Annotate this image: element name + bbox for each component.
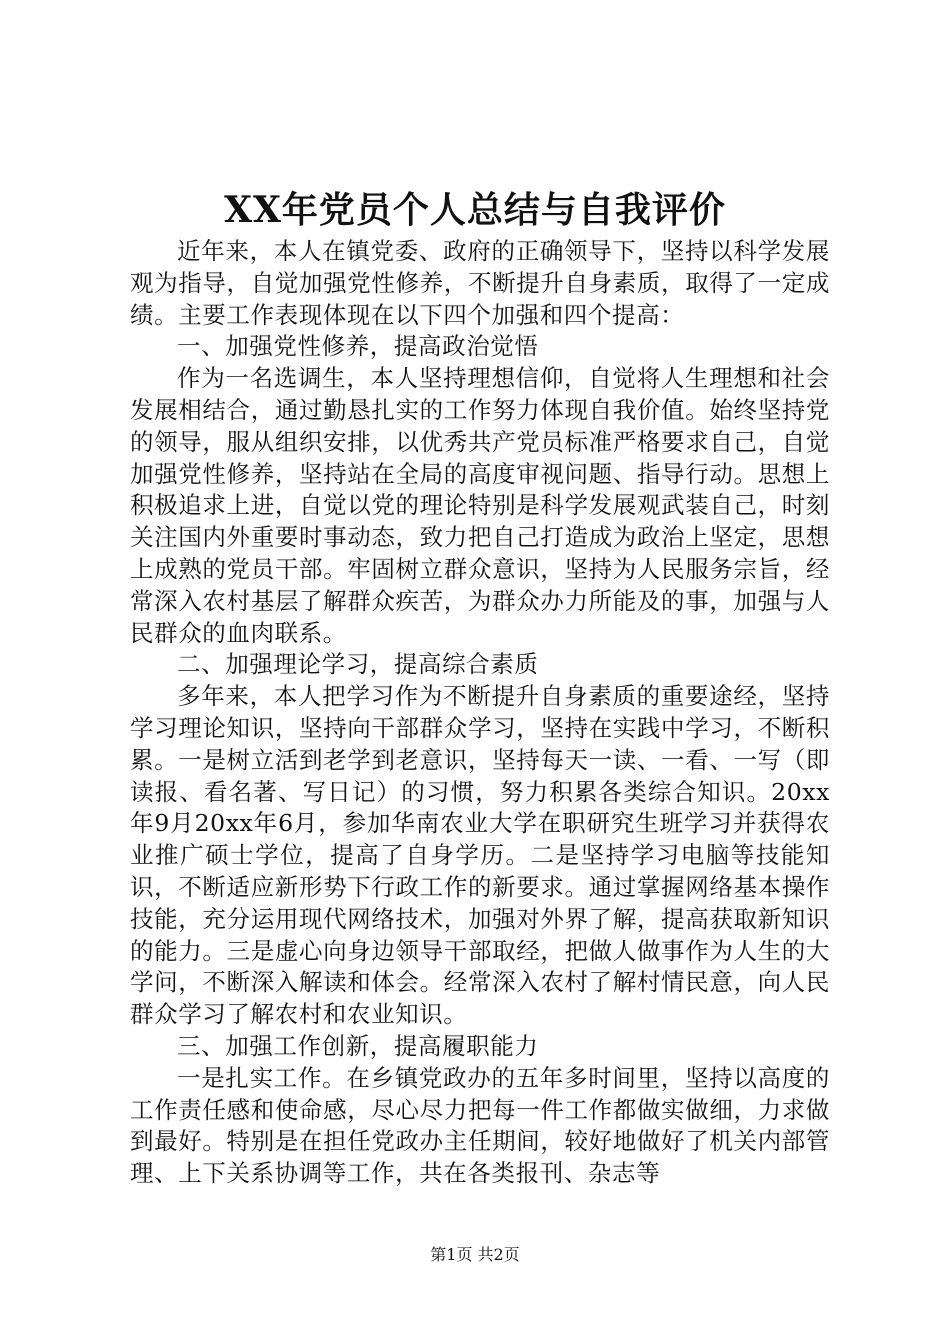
document-title: XX年党员个人总结与自我评价 [224,189,726,231]
paragraph-intro: 近年来，本人在镇党委、政府的正确领导下，坚持以科学发展观为指导，自觉加强党性修养，不断提升自身素质，取得了一定成绩。主要工作表现体现在以下四个加强和四个提高： [130,237,830,329]
paragraph-section-1: 作为一名选调生，本人坚持理想信仰，自觉将人生理想和社会发展相结合，通过勤恳扎实的工作努力体现自我价值。始终坚持党的领导，服从组织安排，以优秀共产党员标准严格要求自己，自觉加强党性修养，坚持站在全局的高度审视问题、指导行动。思想上积极追求上进，自觉以党的理论特别是科学发展观武装自己，时刻关注国内外重要时事动态，致力把自己打造成为政治上坚定，思想上成熟的党员干部。牢固树立群众意识，坚持为人民服务宗旨，经常深入农村基层了解群众疾苦，为群众办力所能及的事，加强与人民群众的血肉联系。 [130,364,830,647]
section-heading-3: 三、加强工作创新，提高履职能力 [177,1031,539,1060]
section-heading-1: 一、加强党性修养，提高政治觉悟 [177,332,539,361]
section-heading-2: 二、加强理论学习，提高综合素质 [177,650,539,679]
page-number-footer: 第1页 共2页 [430,1245,520,1264]
document-body [130,236,830,1190]
paragraph-section-3: 一是扎实工作。在乡镇党政办的五年多时间里，坚持以高度的工作责任感和使命感，尽心尽力把每一件工作都做实做细，力求做到最好。特别是在担任党政办主任期间，较好地做好了机关内部管理、上下关系协调等工作，共在各类报刊、杂志等 [130,1063,830,1188]
paragraph-section-2: 多年来，本人把学习作为不断提升自身素质的重要途经，坚持学习理论知识，坚持向干部群众学习，坚持在实践中学习，不断积累。一是树立活到老学到老意识，坚持每天一读、一看、一写（即读报、看名著、写日记）的习惯，努力积累各类综合知识。20xx年9月20xx年6月，参加华南农业大学在职研究生班学习并获得农业推广硕士学位，提高了自身学历。二是坚持学习电脑等技能知识，不断适应新形势下行政工作的新要求。通过掌握网络基本操作技能，充分运用现代网络技术，加强对外界了解，提高获取新知识的能力。三是虚心向身边领导干部取经，把做人做事作为人生的大学问，不断深入解读和体会。经常深入农村了解村情民意，向人民群众学习了解农村和农业知识。 [130,682,830,1029]
